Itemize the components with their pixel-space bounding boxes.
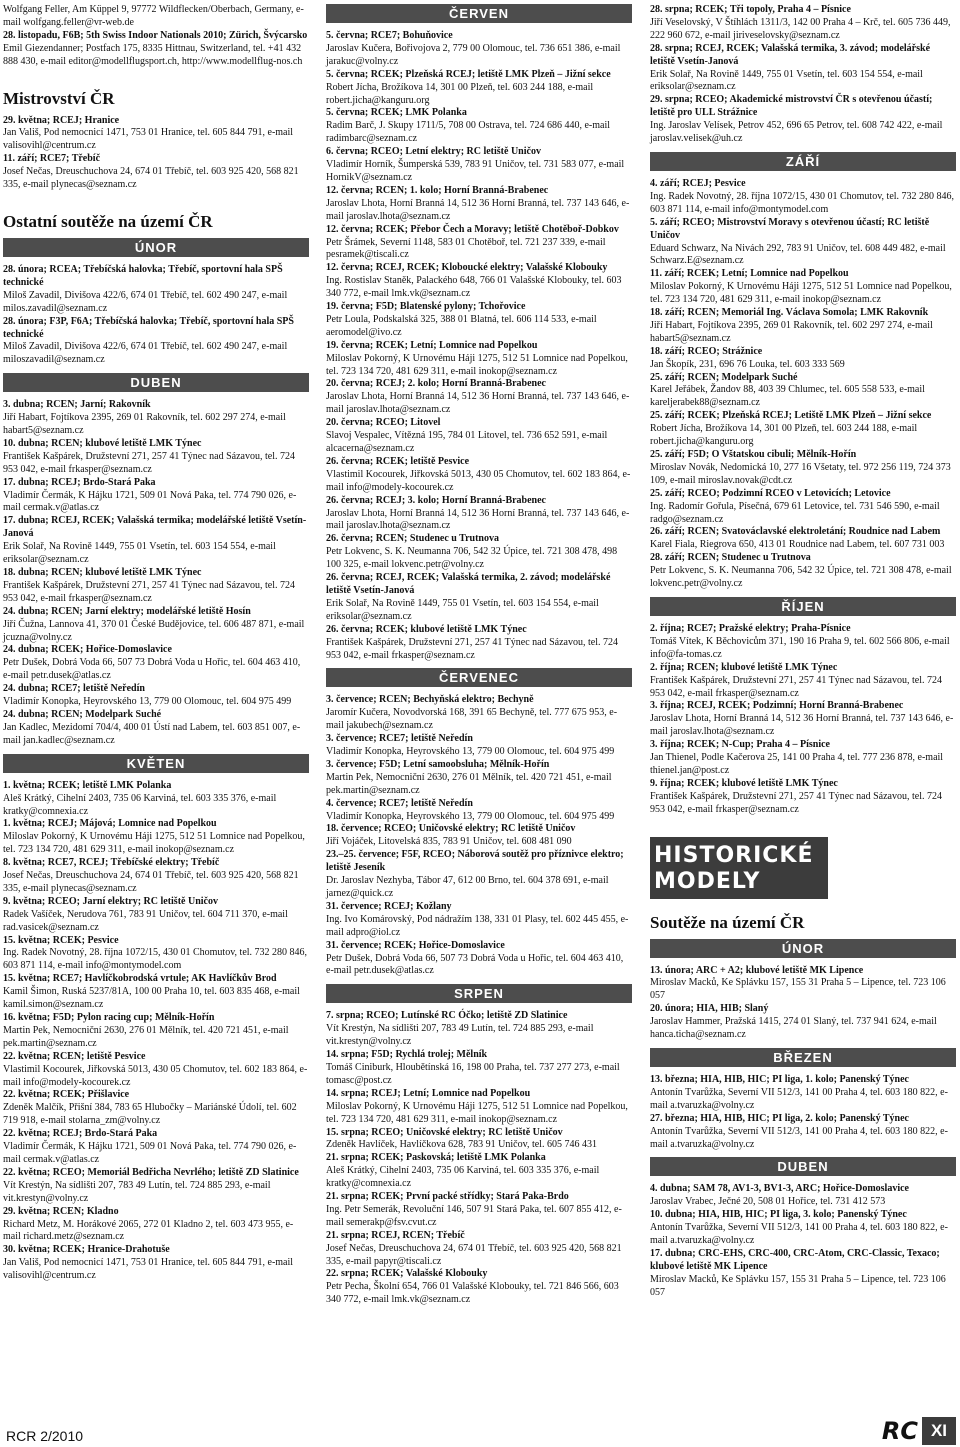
event-contact: František Kašpárek, Družstevní 271, 257 41 Týnec nad Sázavou, tel. 724 953 042, e-mail frkasper@seznam.cz [650,790,942,815]
event-heading: 21. srpna; RCEK; První packé střídky; Stará Paka-Brdo [326,1191,569,1203]
event-heading: 5. června; RCEK; LMK Polanka [326,107,467,119]
event-entry [3,567,309,606]
event-heading: 30. května; RCEK; Hranice-Drahotuše [3,1244,170,1256]
event-entry [326,533,632,572]
mistrovstvi-list [3,115,309,192]
event-entry [3,973,309,1012]
event-entry [650,1209,956,1248]
event-heading: 3. července; RCE7; letiště Neředín [326,733,473,745]
event-contact: Richard Metz, M. Horákové 2065, 272 01 Kladno 2, tel. 603 473 955, e-mail richard.metz@seznam.cz [3,1218,294,1243]
event-heading: 22. srpna; RCEK; Valašské Klobouky [326,1268,488,1280]
event-heading: 25. září; F5D; O Vštatskou cibuli; Mělník-Hořín [650,449,857,460]
event-heading: 25. září; RCEO; Podzimní RCEO v Letovicích; Letovice [650,487,891,499]
event-heading: 26. června; RCEK; klubové letiště LMK Týnec [326,623,527,635]
event-entry [326,798,632,824]
event-heading: 10. dubna; RCEN; klubové letiště LMK Týnec [3,437,202,449]
event-contact: Tomáš Vítek, K Běchovicům 371, 190 16 Praha 9, tel. 602 566 806, e-mail info@fa-tomas.cz [650,635,950,660]
event-contact: Antonín Tvarůžka, Severní VII 512/3, 141 00 Praha 4, tel. 603 180 822, e-mail a.tvaruzka@volny.cz [650,1086,948,1111]
month-bar-hist-duben: DUBEN [650,1157,956,1176]
event-contact: Robert Jícha, Brožíkova 14, 301 00 Plzeň, tel. 603 244 188, e-mail robert.jicha@kanguru.org [650,423,918,448]
event-entry [3,1051,309,1090]
rc-logo: RC [881,1417,918,1445]
month-bar-brezen: BŘEZEN [650,1048,956,1067]
event-entry [3,153,309,192]
event-entry [650,307,956,346]
event-contact: Aleš Krátký, Cihelní 2403, 735 06 Karviná, tel. 603 335 376, e-mail kratky@comnexia.cz [3,792,277,817]
kveten-list [3,780,309,1283]
event-entry [3,857,309,896]
event-heading: 29. května; RCEJ; Hranice [3,114,120,126]
event-contact: Miloslav Pokorný, K Urnovému Háji 1275, 512 51 Lomnice nad Popelkou, tel. 723 134 720, 481 629 311, e-mail inokop@seznam.cz [326,352,628,377]
event-heading: 7. srpna; RCEO; Lutínské RC Óčko; letiště ZD Slatinice [326,1010,568,1022]
event-entry [3,264,309,316]
event-contact: Karel Fiala, Riegrova 650, 413 01 Roudnice nad Labem, tel. 607 731 003 [650,539,945,551]
event-contact: František Kašpárek, Družstevní 271, 257 41 Týnec nad Sázavou, tel. 724 953 042, e-mail frkasper@seznam.cz [3,579,295,604]
event-contact: Petr Pecha, Školní 654, 766 01 Valašské Klobouky, tel. 721 846 566, 603 340 772, e-mail lmk.vk@seznam.cz [326,1281,619,1306]
event-heading: 27. března; HIA, HIB, HIC; PI liga, 2. kolo; Panenský Týnec [650,1112,909,1124]
event-contact: Vít Krestýn, Na sídlišti 207, 783 49 Lutín, tel. 724 885 293, e-mail vit.krestyn@volny.cz [326,1023,594,1048]
event-entry [3,1089,309,1128]
event-contact: Jaroslav Kučera, Bořivojova 2, 779 00 Olomouc, tel. 736 651 386, e-mail jarakuc@volny.cz [326,42,621,67]
event-contact: Josef Nečas, Dreuschuchova 24, 674 01 Třebíč, tel. 603 925 420, 568 821 335, e-mail papyr@tiscali.cz [326,1242,622,1267]
event-entry [326,733,632,759]
event-contact: František Kašpárek, Družstevní 271, 257 41 Týnec nad Sázavou, tel. 724 953 042, e-mail frkasper@seznam.cz [650,674,942,699]
issue-label: RCR 2/2010 [6,1428,84,1444]
event-contact: Vladimír Konopka, Heyrovského 13, 779 00 Olomouc, tel. 604 975 499 [326,746,615,758]
event-heading: 24. dubna; RCEN; Modelpark Suché [3,708,162,720]
event-contact: František Kašpárek, Družstevní 271, 257 41 Týnec nad Sázavou, tel. 724 953 042, e-mail frkasper@seznam.cz [326,636,618,661]
event-entry [3,1128,309,1167]
event-contact: Ing. Petr Semerák, Revoluční 146, 507 91 Stará Paka, tel. 607 855 412, e-mail semerakp@fsv.cvut.cz [326,1203,622,1228]
footer-branding [882,1417,956,1445]
event-contact: Antonín Tvarůžka, Severní VII 512/3, 141 00 Praha 4, tel. 603 180 822, e-mail a.tvaruzka@volny.cz [650,1222,948,1247]
event-contact: Jan Škopík, 231, 696 76 Louka, tel. 603 333 569 [650,358,845,370]
event-contact: František Kašpárek, Družstevní 271, 257 41 Týnec nad Sázavou, tel. 724 953 042, e-mail frkasper@seznam.cz [3,450,295,475]
event-contact: Ing. Rostislav Staněk, Palackého 648, 766 01 Valašské Klobouky, tel. 603 340 772, e-mail lmk.vk@seznam.cz [326,275,622,300]
event-contact: Eduard Schwarz, Na Nivách 292, 783 91 Uničov, tel. 608 449 482, e-mail Schwarz.E@seznam.cz [650,242,946,267]
event-contact: Jaroslav Vrabec, Ječné 20, 508 01 Hořice, tel. 731 412 573 [650,1196,886,1208]
event-heading: 15. května; RCEK; Pesvice [3,934,119,946]
event-entry [326,1191,632,1230]
event-entry [650,43,956,95]
event-heading: 4. července; RCE7; letiště Neředín [326,797,473,809]
event-contact: Zdeněk Malčík, Přišní 384, 783 65 Hlubočky – Mariánské Údolí, tel. 602 719 918, e-mail stolarna_zm@volny.cz [3,1102,297,1127]
event-heading: 5. září; RCEO; Mistrovství Moravy s otevřenou účastí; RC letiště Uničov [650,216,930,241]
event-contact: Petr Dušek, Dobrá Voda 66, 507 73 Dobrá Voda u Hořic, tel. 604 463 410, e-mail petr.dusek@atlas.cz [326,952,624,977]
column-2 [326,4,632,1307]
event-heading: 26. června; RCEJ, RCEK; Valašská termika, 2. závod; modelářské letiště Vsetín-Janová [326,572,611,596]
event-contact: Vlastimil Kocourek, Jiřkovská 5013, 430 05 Chomutov, tel. 602 183 864, e-mail info@modely-kocourek.cz [326,468,631,493]
event-heading: 3. července; RCEN; Bechyňská elektro; Bechyně [326,694,534,706]
event-entry [326,901,632,940]
intro-heading: 28. listopadu, F6B; 5th Swiss Indoor Nationals 2010; Zürich, Švýcarsko [3,29,308,41]
event-contact: Erik Solař, Na Rovině 1449, 755 01 Vsetín, tel. 603 154 554, e-mail eriksolar@seznam.cz [326,597,599,622]
event-heading: 28. září; RCEN; Studenec u Trutnova [650,552,811,564]
event-contact: Jaroslav Lhota, Horní Branná 14, 512 36 Horní Branná, tel. 737 143 646, e-mail jaroslav.lhota@seznam.cz [326,507,630,532]
event-entry [326,146,632,185]
event-contact: Miroslav Macků, Ke Splávku 157, 155 31 Praha 5 – Lipence, tel. 723 106 057 [650,1273,946,1298]
event-heading: 18. září; RCEO; Strážnice [650,345,763,357]
event-heading: 29. srpna; RCEO; Akademické mistrovství ČR s otevřenou účastí; letiště pro ULL Strážnice [650,94,933,119]
event-heading: 24. dubna; RCEN; Jarní elektry; modelářské letiště Hosín [3,605,251,617]
event-heading: 19. června; RCEK; Letní; Lomnice nad Popelkou [326,339,538,351]
event-heading: 12. června; RCEK; Přebor Čech a Moravy; letiště Chotěboř-Dobkov [326,223,619,235]
event-entry [3,515,309,567]
event-contact: Ing. Radomír Gořula, Písečná, 679 61 Letovice, tel. 731 546 590, e-mail radgo@seznam.cz [650,500,940,525]
event-contact: Josef Nečas, Dreuschuchova 24, 674 01 Třebíč, tel. 603 925 420, 568 821 335, e-mail plynecas@seznam.cz [3,166,299,191]
event-entry [326,495,632,534]
event-contact: Miloslav Pokorný, K Urnovému Háji 1275, 512 51 Lomnice nad Popelkou, tel. 723 134 720, 481 629 311, e-mail inokop@seznam.cz [326,1100,628,1125]
intro-line: Wolfgang Feller, Am Küppel 9, 97772 Wildflecken/Oberbach, Germany, e-mail wolfgang.feller@vr-web.de [3,4,304,28]
event-contact: Jiří Vojáček, Litovelská 835, 783 91 Uničov, tel. 608 481 090 [326,836,572,848]
event-contact: Miroslav Novák, Nedomická 10, 277 16 Všetaty, tel. 972 256 119, 724 373 109, e-mail miroslav.novak@cdt.cz [650,461,951,486]
month-bar-srpen: SRPEN [326,984,632,1003]
event-entry [650,623,956,662]
event-contact: Jan Thienel, Podle Kačerova 25, 141 00 Praha 4, tel. 777 236 878, e-mail thienel.jan@post.cz [650,752,944,776]
event-heading: 22. května; RCEN; letiště Pesvice [3,1050,146,1062]
event-contact: Josef Nečas, Dreuschuchova 24, 674 01 Třebíč, tel. 603 925 420, 568 821 335, e-mail plynecas@seznam.cz [3,870,299,894]
event-heading: 2. října; RCE7; Pražské elektry; Praha-Písnice [650,622,851,634]
banner-line-1: HISTORICKÉ [654,842,814,868]
month-bar-cervenec: ČERVENEC [326,668,632,687]
event-contact: Miloš Zavadil, Divišova 422/6, 674 01 Třebíč, tel. 602 490 247, e-mail milos.zavadil@seznam.cz [3,289,288,314]
event-heading: 1. května; RCEJ; Májová; Lomnice nad Popelkou [3,818,217,830]
event-entry [326,572,632,624]
intro-block [3,4,309,69]
event-contact: Slavoj Vespalec, Vítězná 195, 784 01 Litovel, tel. 736 652 591, e-mail alcacerna@seznam.cz [326,430,608,454]
event-heading: 9. října; RCEK; klubové letiště LMK Týnec [650,777,838,789]
event-contact: Jiří Habart, Fojtíkova 2395, 269 01 Rakovník, tel. 602 297 274, e-mail habart5@seznam.cz [650,319,933,344]
event-entry [326,69,632,108]
event-heading: 16. května; F5D; Pylon racing cup; Mělník-Hořín [3,1012,215,1023]
event-entry [326,107,632,146]
month-bar-cerven: ČERVEN [326,4,632,23]
event-heading: 25. září; RCEN; Modelpark Suché [650,371,798,383]
event-contact: Ing. Jaroslav Velísek, Petrov 452, 696 65 Petrov, tel. 608 742 422, e-mail jaroslav.velisek@uh.cz [650,120,943,145]
event-entry [3,438,309,477]
event-entry [326,694,632,733]
event-heading: 13. března; HIA, HIB, HIC; PI liga, 1. kolo; Panenský Týnec [650,1074,909,1085]
event-entry [650,526,956,552]
event-heading: 25. září; RCEK; Plzeňská RCEJ; Letiště LMK Plzeň – Jižní sekce [650,410,932,422]
event-contact: Kamil Šimon, Ruská 5237/81A, 100 00 Praha 10, tel. 603 835 468, e-mail kamil.simon@seznam.cz [3,986,300,1011]
event-heading: 3. července; F5D; Letní samoobsluha; Mělník-Hořín [326,758,550,770]
event-entry [326,378,632,417]
event-entry [326,30,632,69]
event-contact: Miroslav Macků, Ke Splávku 157, 155 31 Praha 5 – Lipence, tel. 723 106 057 [650,977,946,1002]
banner-line-2: MODELY [654,868,761,894]
event-contact: Radek Vašíček, Nerudova 761, 783 91 Uničov, tel. 604 711 370, e-mail rad.vasicek@seznam.cz [3,908,288,933]
event-entry [326,823,632,849]
event-heading: 28. srpna; RCEJ, RCEK; Valašská termika, 3. závod; modelářské letiště Vsetín-Janová [650,42,931,67]
event-entry [650,1248,956,1300]
event-contact: Petr Lokvenc, S. K. Neumanna 706, 542 32 Úpice, tel. 721 308 478, 498 100 325, e-mail lokvenc.petr@volny.cz [326,546,618,571]
event-heading: 12. června; RCEN; 1. kolo; Horní Branná-Brabenec [326,184,549,196]
event-contact: Miloš Zavadil, Divišova 422/6, 674 01 Třebíč, tel. 602 490 247, e-mail miloszavadil@seznam.cz [3,341,288,366]
event-heading: 12. června; RCEJ, RCEK; Kloboucké elektry; Valašské Klobouky [326,262,608,274]
event-entry [326,1268,632,1307]
event-heading: 15. května; RCE7; Havlíčkobrodská vrtule; AK Havlíčkův Brod [3,973,277,985]
event-entry [326,224,632,263]
event-contact: Jiří Habart, Fojtíkova 2395, 269 01 Rakovník, tel. 602 297 274, e-mail habart5@seznam.cz [3,412,286,437]
event-heading: 18. září; RCEN; Memoriál Ing. Václava Somola; LMK Rakovník [650,307,929,319]
srpen-continued-list [650,4,956,146]
event-contact: Petr Šrámek, Severní 1148, 583 01 Chotěboř, tel. 721 237 339, e-mail pesramek@tiscali.cz [326,236,606,261]
event-contact: Petr Loula, Podskalská 325, 388 01 Blatná, tel. 606 114 533, e-mail aeromodel@ivo.cz [326,313,597,338]
event-entry [650,346,956,372]
cerven-list [326,30,632,662]
event-heading: 13. února; ARC + A2; klubové letiště MK Lipence [650,964,864,976]
event-heading: 5. června; RCEK; Plzeňská RCEJ; letiště LMK Plzeň – Jižní sekce [326,68,611,80]
event-entry [3,1206,309,1245]
event-entry [326,262,632,301]
event-heading: 4. dubna; SAM 78, AV1-3, BV1-3, ARC; Hořice-Domoslavice [650,1183,909,1195]
event-entry [650,662,956,701]
event-heading: 28. února; RCEA; Třebíčská halovka; Třebíč, sportovní hala SPŠ technické [3,263,283,288]
event-heading: 17. dubna; RCEJ; Brdo-Stará Paka [3,476,156,488]
event-entry [650,94,956,146]
month-bar-unor: ÚNOR [3,238,309,257]
event-entry [3,935,309,974]
event-entry [650,449,956,488]
event-heading: 4. září; RCEJ; Pesvice [650,177,746,189]
event-heading: 3. října; RCEK; N-Cup; Praha 4 – Písnice [650,739,830,751]
event-heading: 22. května; RCEK; Přišlavice [3,1089,130,1101]
event-entry [3,399,309,438]
event-heading: 17. dubna; CRC-EHS, CRC-400, CRC-Atom, CRC-Classic, Texaco; klubové letiště MK Lipence [650,1247,940,1272]
cervenec-list [326,694,632,978]
event-heading: 14. srpna; RCEJ; Letní; Lomnice nad Popelkou [326,1087,531,1099]
event-contact: Jiří Čužna, Lannova 41, 370 01 České Budějovice, tel. 606 487 871, e-mail jcuzna@volny.cz [3,618,305,643]
event-heading: 22. května; RCEJ; Brdo-Stará Paka [3,1128,158,1140]
event-entry [326,849,632,901]
intro-line: Emil Giezendanner; Postfach 175, 8335 Hittnau, Switzerland, tel. +41 432 888 430, e-mail editor@modellflugsport.ch, http://www.modellflug-nos.ch [3,42,303,67]
srpen-list [326,1010,632,1307]
event-entry [326,1088,632,1127]
event-heading: 18. července; RCEO; Uničovské elektry; RC letiště Uničov [326,823,576,835]
event-contact: Robert Jícha, Brožíkova 14, 301 00 Plzeň, tel. 603 244 188, e-mail robert.jicha@kanguru.org [326,81,594,106]
event-heading: 19. června; F5D; Blatenské pylony; Tchořovice [326,301,526,313]
event-contact: Jiří Veselovský, V Štíhlách 1311/3, 142 00 Praha 4 – Krč, tel. 605 736 449, 222 960 672, e-mail jiriveselovsky@seznam.cz [650,16,951,41]
event-contact: Jan Kadlec, Mezidomí 704/4, 400 01 Ústí nad Labem, tel. 603 851 007, e-mail jan.kadlec@seznam.cz [3,721,301,746]
event-heading: 31. července; RCEJ; Kožlany [326,900,452,912]
event-entry [326,301,632,340]
event-heading: 28. února; F3P, F6A; Třebíčská halovka; Třebíč, sportovní hala SPŠ technické [3,315,294,340]
event-heading: 8. května; RCE7, RCEJ; Třebíčské elektry; Třebíč [3,857,220,869]
event-contact: Vladimír Konopka, Heyrovského 13, 779 00 Olomouc, tel. 604 975 499 [326,810,615,822]
column-1 [3,4,309,1283]
event-entry [650,1183,956,1209]
event-entry [650,739,956,778]
event-contact: Ing. Ivo Komárovský, Pod nádražím 138, 331 01 Plasy, tel. 602 445 455, e-mail adpro@iol.cz [326,913,629,938]
event-entry [650,372,956,411]
event-entry [650,217,956,269]
event-entry [650,552,956,591]
event-contact: Vladimír Konopka, Heyrovského 13, 779 00 Olomouc, tel. 604 975 499 [3,696,292,708]
page-number: XI [922,1417,956,1445]
event-heading: 26. září; RCEN; Svatováclavské elektroletání; Roudnice nad Labem [650,526,941,538]
event-entry [3,1012,309,1051]
mistrovstvi-title: Mistrovství ČR [3,88,115,108]
event-contact: Tomáš Ciniburk, Hloubětínská 16, 198 00 Praha, tel. 737 277 273, e-mail tomasc@post.cz [326,1061,620,1086]
event-contact: Karel Jeřábek, Žandov 88, 403 39 Chlumec, tel. 605 558 533, e-mail kareljerabek88@seznam.cz [650,384,925,409]
event-contact: Vladimír Čermák, K Hájku 1721, 509 01 Nová Paka, tel. 774 790 026, e-mail cermak.v@atlas.cz [3,489,297,514]
event-contact: Dr. Jaroslav Nezhyba, Tábor 47, 612 00 Brno, tel. 604 378 691, e-mail jarnez@quick.cz [326,875,609,899]
event-entry [326,1152,632,1191]
event-entry [326,940,632,979]
event-entry [650,778,956,817]
event-heading: 14. srpna; F5D; Rychlá trolej; Mělník [326,1049,488,1061]
event-contact: Miloslav Pokorný, K Urnovému Háji 1275, 512 51 Lomnice nad Popelkou, tel. 723 134 720, 481 629 311, e-mail inokop@seznam.cz [650,281,952,306]
event-entry [326,185,632,224]
event-contact: Jaroslav Lhota, Horní Branná 14, 512 36 Horní Branná, tel. 737 143 646, e-mail jaroslav.lhota@seznam.cz [326,197,630,222]
event-heading: 18. dubna; RCEN; klubové letiště LMK Týnec [3,567,202,578]
event-entry [326,340,632,379]
event-heading: 1. května; RCEK; letiště LMK Polanka [3,779,172,791]
event-heading: 2. října; RCEN; klubové letiště LMK Týnec [650,661,838,673]
event-heading: 20. června; RCEJ; 2. kolo; Horní Branná-Brabenec [326,378,546,390]
event-heading: 3. října; RCEJ, RCEK; Podzimní; Horní Branná-Brabenec [650,700,904,712]
event-entry [650,965,956,1004]
event-entry [3,606,309,645]
event-heading: 24. dubna; RCEK; Hořice-Domoslavice [3,644,172,656]
event-heading: 23.–25. července; F5F, RCEO; Náborová soutěž pro příznivce elektro; letiště Jeseník [326,849,624,874]
event-heading: 29. května; RCEN; Kladno [3,1205,119,1217]
event-contact: Jaroslav Lhota, Horní Branná 14, 512 36 Horní Branná, tel. 737 143 646, e-mail jaroslav.lhota@seznam.cz [326,391,630,416]
unor-list [3,264,309,367]
event-entry [326,1010,632,1049]
event-entry [650,4,956,43]
hist-unor-list [650,965,956,1042]
column-3 [650,4,956,1300]
event-entry [650,488,956,527]
event-entry [3,644,309,683]
zari-list [650,178,956,591]
event-heading: 11. září; RCEK; Letní; Lomnice nad Popelkou [650,268,849,280]
event-contact: Vít Krestýn, Na sídlišti 207, 783 49 Lutín, tel. 724 885 293, e-mail vit.krestyn@volny.cz [3,1179,271,1204]
event-heading: 24. dubna; RCE7; letiště Neředín [3,683,145,695]
event-contact: Zdeněk Havlíček, Havlíčkova 628, 783 91 Uničov, tel. 605 746 431 [326,1139,597,1151]
event-heading: 17. dubna; RCEJ, RCEK; Valašská termika; modelářské letiště Vsetín-Janová [3,515,307,540]
hist-duben-list [650,1183,956,1299]
event-contact: Aleš Krátký, Cihelní 2403, 735 06 Karviná, tel. 603 335 376, e-mail kratky@comnexia.cz [326,1165,600,1190]
event-heading: 11. září; RCE7; Třebíč [3,153,101,165]
event-contact: Ing. Radek Novotný, 28. října 1072/15, 430 01 Chomutov, tel. 732 280 846, 603 871 114, e-mail info@montymodel.com [650,190,955,215]
event-contact: Vladimír Čermák, K Hájku 1721, 509 01 Nová Paka, tel. 774 790 026, e-mail cermak.v@atlas.cz [3,1141,297,1165]
event-entry [650,268,956,307]
event-contact: Vlastimil Kocourek, Jiřkovská 5013, 430 05 Chomutov, tel. 602 183 864, e-mail info@modely-kocourek.cz [3,1063,308,1088]
event-heading: 26. června; RCEJ; 3. kolo; Horní Branná-Brabenec [326,494,546,506]
event-heading: 28. srpna; RCEK; Tři topoly, Praha 4 – Písnice [650,4,851,15]
event-heading: 26. června; RCEK; letiště Pesvice [326,455,470,467]
event-entry [650,410,956,449]
event-entry [3,683,309,709]
event-heading: 21. srpna; RCEK; Paskovská; letiště LMK Polanka [326,1152,546,1164]
event-entry [326,456,632,495]
event-heading: 15. srpna; RCEO; Uničovské elektry; RC letiště Uničov [326,1126,563,1138]
event-contact: Petr Lokvenc, S. K. Neumanna 706, 542 32 Úpice, tel. 721 308 478, e-mail lokvenc.petr@volny.cz [650,565,952,590]
event-heading: 26. června; RCEN; Studenec u Trutnova [326,533,499,545]
event-entry [3,818,309,857]
event-heading: 6. června; RCEO; Letní elektry; RC letiště Uničov [326,146,541,158]
event-contact: Jaroslav Hammer, Pražská 1415, 274 01 Slaný, tel. 737 941 624, e-mail hanca.ticha@seznam.cz [650,1016,937,1041]
event-contact: Radim Barč, J. Skupy 1711/5, 708 00 Ostrava, tel. 724 686 440, e-mail radimbarc@seznam.cz [326,120,611,145]
event-heading: 31. července; RCEK; Hořice-Domoslavice [326,939,505,951]
event-entry [326,759,632,798]
month-bar-rijen: ŘÍJEN [650,597,956,616]
event-contact: Martin Pek, Nemocniční 2630, 276 01 Mělník, tel. 420 721 451, e-mail pek.martin@seznam.cz [326,771,612,796]
event-contact: Jan Vališ, Pod nemocnicí 1471, 753 01 Hranice, tel. 605 844 791, e-mail valisovihl@centrum.cz [3,1257,294,1282]
month-bar-duben: DUBEN [3,373,309,392]
event-heading: 3. dubna; RCEN; Jarní; Rakovník [3,399,151,411]
event-entry [3,477,309,516]
event-entry [3,115,309,154]
event-contact: Antonín Tvarůžka, Severní VII 512/3, 141 00 Praha 4, tel. 603 180 822, e-mail a.tvaruzka@volny.cz [650,1125,948,1150]
event-entry [650,1113,956,1152]
event-entry [326,1049,632,1088]
event-contact: Erik Solař, Na Rovině 1449, 755 01 Vsetín, tel. 603 154 554, e-mail eriksolar@seznam.cz [3,541,276,566]
month-bar-hist-unor: ÚNOR [650,939,956,958]
souteze-title: Soutěže na území ČR [650,912,805,932]
rijen-list [650,623,956,817]
event-entry [650,178,956,217]
event-entry [326,1127,632,1153]
event-contact: Jan Vališ, Pod nemocnicí 1471, 753 01 Hranice, tel. 605 844 791, e-mail valisovihl@centrum.cz [3,127,294,152]
event-contact: Jaroslav Lhota, Horní Branná 14, 512 36 Horní Branná, tel. 737 143 646, e-mail jaroslav.lhota@seznam.cz [650,713,954,738]
duben-list [3,399,309,747]
event-entry [3,316,309,368]
event-heading: 5. června; RCE7; Bohuňovice [326,30,453,41]
event-heading: 22. května; RCEO; Memoriál Bedřicha Nevrlého; letiště ZD Slatinice [3,1166,299,1178]
event-contact: Petr Dušek, Dobrá Voda 66, 507 73 Dobrá Voda u Hořic, tel. 604 463 410, e-mail petr.dusek@atlas.cz [3,657,301,682]
event-entry [3,709,309,748]
event-contact: Ing. Radek Novotný, 28. října 1072/15, 430 01 Chomutov, tel. 732 280 846, 603 871 114, e-mail info@montymodel.com [3,947,308,972]
event-heading: 20. června; RCEO; Litovel [326,417,441,429]
event-heading: 21. srpna; RCEJ, RCEN; Třebíč [326,1229,465,1241]
event-entry [326,1230,632,1269]
event-entry [326,417,632,456]
historicke-modely-banner [650,837,828,899]
event-contact: Miloslav Pokorný, K Urnovému Háji 1275, 512 51 Lomnice nad Popelkou, tel. 723 134 720, 481 629 311, e-mail inokop@seznam.cz [3,831,305,856]
event-contact: Vladimír Horník, Šumperská 539, 783 91 Uničov, tel. 731 583 077, e-mail HornikV@seznam.cz [326,159,625,183]
event-heading: 10. dubna; HIA, HIB, HIC; PI liga, 3. kolo; Panenský Týnec [650,1209,907,1221]
event-heading: 9. května; RCEO; Jarní elektry; RC letiště Uničov [3,895,218,907]
event-entry [3,1244,309,1283]
event-contact: Jaromír Kučera, Novodvorská 168, 391 65 Bechyně, tel. 777 675 953, e-mail jakubech@seznam.cz [326,707,618,732]
ostatni-title: Ostatní soutěže na území ČR [3,211,213,231]
event-contact: Erik Solař, Na Rovině 1449, 755 01 Vsetín, tel. 603 154 554, e-mail eriksolar@seznam.cz [650,68,923,93]
event-entry [326,624,632,663]
event-entry [650,1074,956,1113]
event-contact: Martin Pek, Nemocniční 2630, 276 01 Mělník, tel. 420 721 451, e-mail pek.martin@seznam.cz [3,1024,289,1049]
event-entry [650,1003,956,1042]
event-heading: 20. února; HIA, HIB; Slaný [650,1003,769,1015]
month-bar-zari: ZÁŘÍ [650,152,956,171]
event-entry [3,1167,309,1206]
event-entry [3,780,309,819]
month-bar-kveten: KVĚTEN [3,754,309,773]
brezen-list [650,1074,956,1151]
event-entry [650,700,956,739]
event-entry [3,896,309,935]
